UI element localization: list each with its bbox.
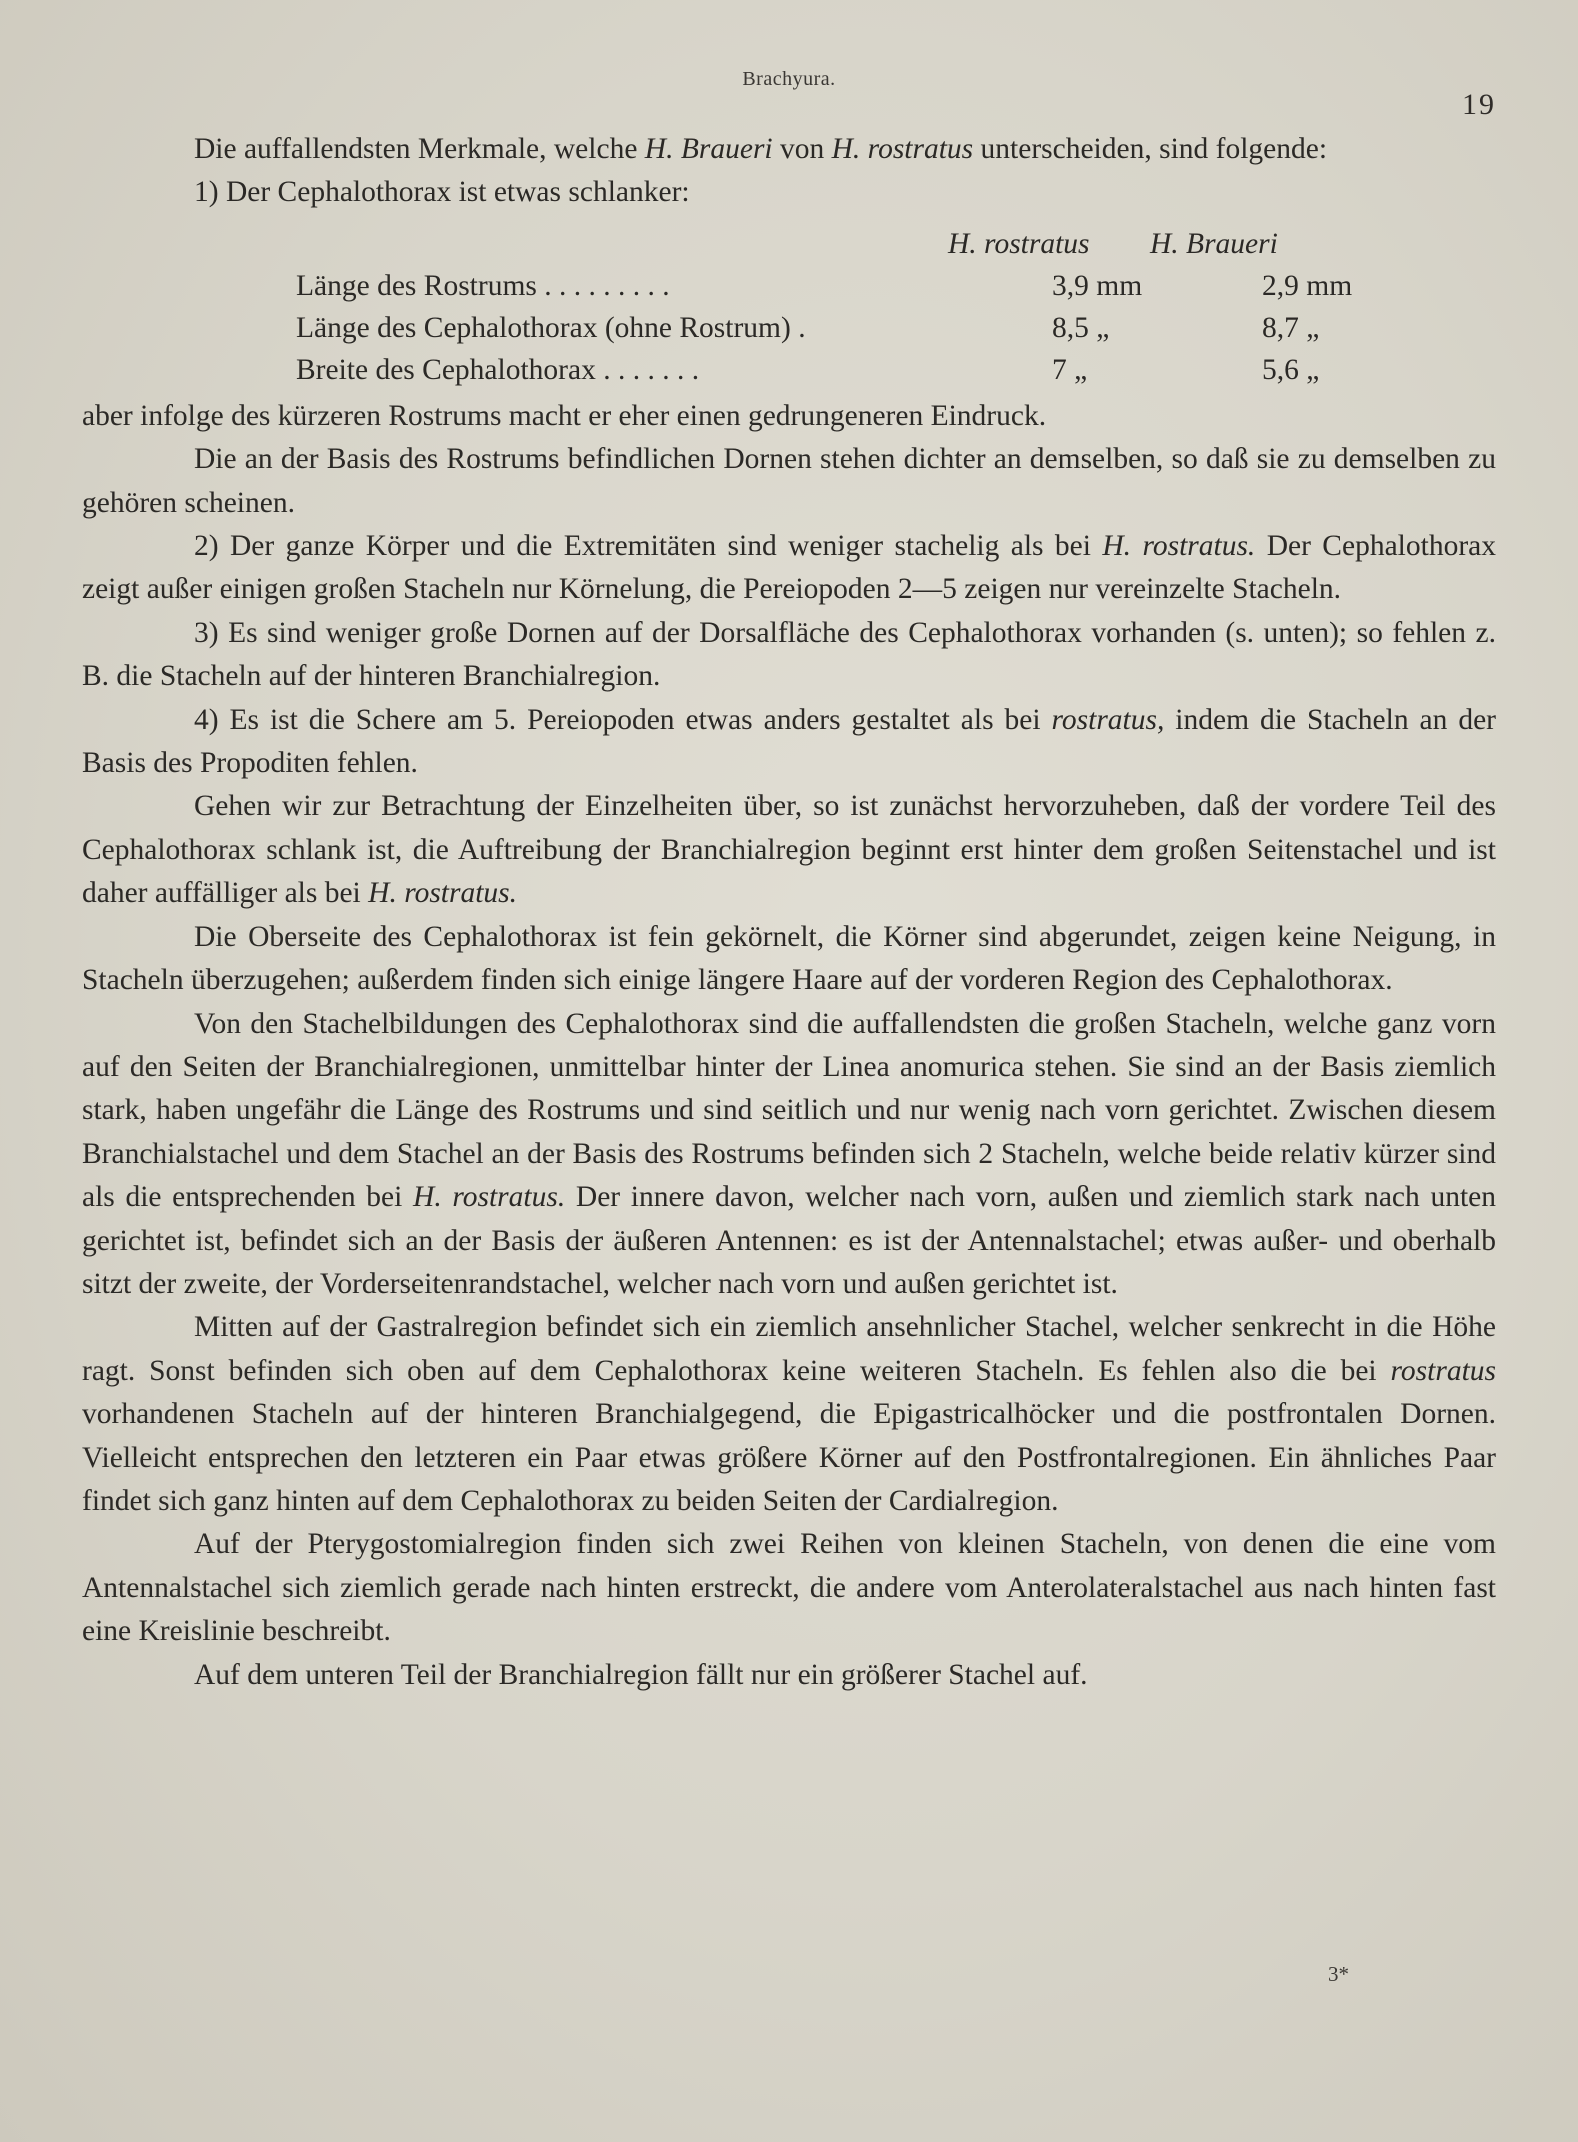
species-rostratus: H. rostratus. (368, 877, 518, 910)
measurement-row (296, 265, 1396, 305)
item-3: 3) Es sind weniger große Dornen auf der Dorsalfläche des Cephalothorax vorhanden (s. unten); so fehlen z. B. die Stacheln auf der hinteren Branchialregion. (82, 616, 1496, 693)
value-braueri: 5,6 „ (1262, 353, 1320, 386)
item-4-text-2: indem die Stacheln an der Basis des Propoditen fehlen. (82, 703, 1496, 780)
main-text (82, 128, 1496, 1697)
col-header-rostratus: H. rostratus (948, 227, 1090, 260)
paragraph-oberseite: Die Oberseite des Cephalothorax ist fein gekörnelt, die Körner sind abgerundet, zeigen keine Neigung, in Stacheln überzugehen; außerdem finden sich einige längere Haare auf der vorderen Region des Cephalothorax. (82, 920, 1496, 997)
intro-text-2: von (772, 133, 832, 165)
item-4 (82, 699, 1496, 786)
running-header: Brachyura. (742, 68, 836, 90)
intro-text-1: Die auffallendsten Merkmale, welche (194, 133, 645, 165)
measurement-label: Länge des Rostrums . . . . . . . . . (296, 269, 670, 302)
paragraph-gehen (82, 785, 1496, 915)
measurement-row (296, 349, 1396, 389)
species-rostratus: H. rostratus (831, 133, 974, 165)
species-rostratus: rostratus, (1051, 703, 1165, 736)
paragraph-pterygostomial: Auf der Pterygostomialregion finden sich zwei Reihen von kleinen Stacheln, von denen die eine vom Antennalstachel sich ziemlich gerade nach hinten erstreckt, die andere vom Anterolateralstachel aus nach hinten fast eine Kreislinie beschreibt. (82, 1528, 1496, 1648)
paragraph-mitten (82, 1306, 1496, 1523)
value-braueri: 2,9 mm (1262, 269, 1353, 302)
item-4-text-1: 4) Es ist die Schere am 5. Pereiopoden etwas anders gestaltet als bei (194, 703, 1052, 736)
measurement-label: Breite des Cephalothorax . . . . . . . (296, 353, 700, 386)
item-1: 1) Der Cephalothorax ist etwas schlanker: (194, 176, 690, 209)
paragraph-mitten-text-1: Mitten auf der Gastralregion befindet sich ein ziemlich ansehnlicher Stachel, welcher senkrecht in die Höhe ragt. Sonst befinden sich oben auf dem Cephalothorax keine weiteren Stacheln. Es fehlen also die bei (82, 1311, 1496, 1387)
measurement-table (82, 215, 1496, 395)
item-2 (82, 525, 1496, 612)
value-rostratus: 8,5 „ (1052, 311, 1110, 344)
measurement-label: Länge des Cephalothorax (ohne Rostrum) . (296, 311, 806, 344)
page-number: 19 (1462, 88, 1496, 121)
item-2-text-2: Der Cephalothorax zeigt außer einigen großen Stacheln nur Körnelung, die Pereiopoden 2—5 zeigen nur vereinzelte Stacheln. (82, 530, 1496, 606)
paragraph-dornen: Die an der Basis des Rostrums befindlichen Dornen stehen dichter an demselben, so daß sie zu demselben zu gehören scheinen. (82, 443, 1496, 519)
paragraph-stachelbildungen (82, 1003, 1496, 1307)
after-table-line: aber infolge des kürzeren Rostrums macht er eher einen gedrungeneren Eindruck. (82, 399, 1047, 432)
value-rostratus: 3,9 mm (1052, 269, 1143, 302)
paragraph-stachel-text-1: Von den Stachelbildungen des Cephalothorax sind die auffallendsten die großen Stacheln, welche ganz vorn auf den Seiten der Branchialregionen, unmittelbar hinter der Linea anomurica stehen. Sie sind an der Basis ziemlich stark, haben ungefähr die Länge des Rostrums und sind seitlich und nur wenig nach vorn gerichtet. Zwischen diesem Branchialstachel und dem Stachel an der Basis des Rostrums befinden sich 2 Stacheln, welche beide relativ kürzer sind als die entsprechenden bei (82, 1007, 1496, 1214)
col-header-braueri: H. Braueri (1150, 227, 1278, 260)
signature-mark: 3* (1328, 1962, 1349, 1986)
paragraph-stachel-text-2: Der innere davon, welcher nach vorn, außen und ziemlich stark nach unten gerichtet ist, befindet sich an der Basis der äußeren Antennen: es ist der Antennalstachel; etwas außer- und oberhalb sitzt der zweite, der Vorderseitenrandstachel, welcher nach vorn und außen gerichtet ist. (82, 1181, 1496, 1300)
intro-text-3: unterscheiden, sind folgende: (973, 133, 1328, 165)
species-rostratus: rostratus (1390, 1354, 1496, 1387)
paragraph-unteren: Auf dem unteren Teil der Branchialregion fällt nur ein größerer Stachel auf. (194, 1658, 1088, 1691)
species-braueri: H. Braueri (644, 133, 773, 165)
paragraph-mitten-text-2: vorhandenen Stacheln auf der hinteren Branchialgegend, die Epigastricalhöcker und die postfrontalen Dornen. Vielleicht entsprechen den letzteren ein Paar etwas größere Körner auf den Postfrontalregionen. Ein ähnliches Paar findet sich ganz hinten auf dem Cephalothorax zu beiden Seiten der Cardialregion. (82, 1398, 1496, 1517)
value-braueri: 8,7 „ (1262, 311, 1320, 344)
item-2-text-1: 2) Der ganze Körper und die Extremitäten sind weniger stachelig als bei (194, 530, 1103, 563)
species-rostratus: H. rostratus. (1102, 530, 1256, 563)
intro-paragraph (82, 128, 1496, 171)
measurement-row (296, 307, 1396, 347)
paragraph-gehen-text: Gehen wir zur Betrachtung der Einzelheiten über, so ist zunächst hervorzuheben, daß der vordere Teil des Cephalothorax schlank ist, die Auftreibung der Branchialregion beginnt erst hinter dem großen Seitenstachel und ist daher auffälliger als bei (82, 790, 1496, 910)
value-rostratus: 7 „ (1052, 353, 1088, 386)
species-rostratus: H. rostratus. (413, 1181, 566, 1214)
